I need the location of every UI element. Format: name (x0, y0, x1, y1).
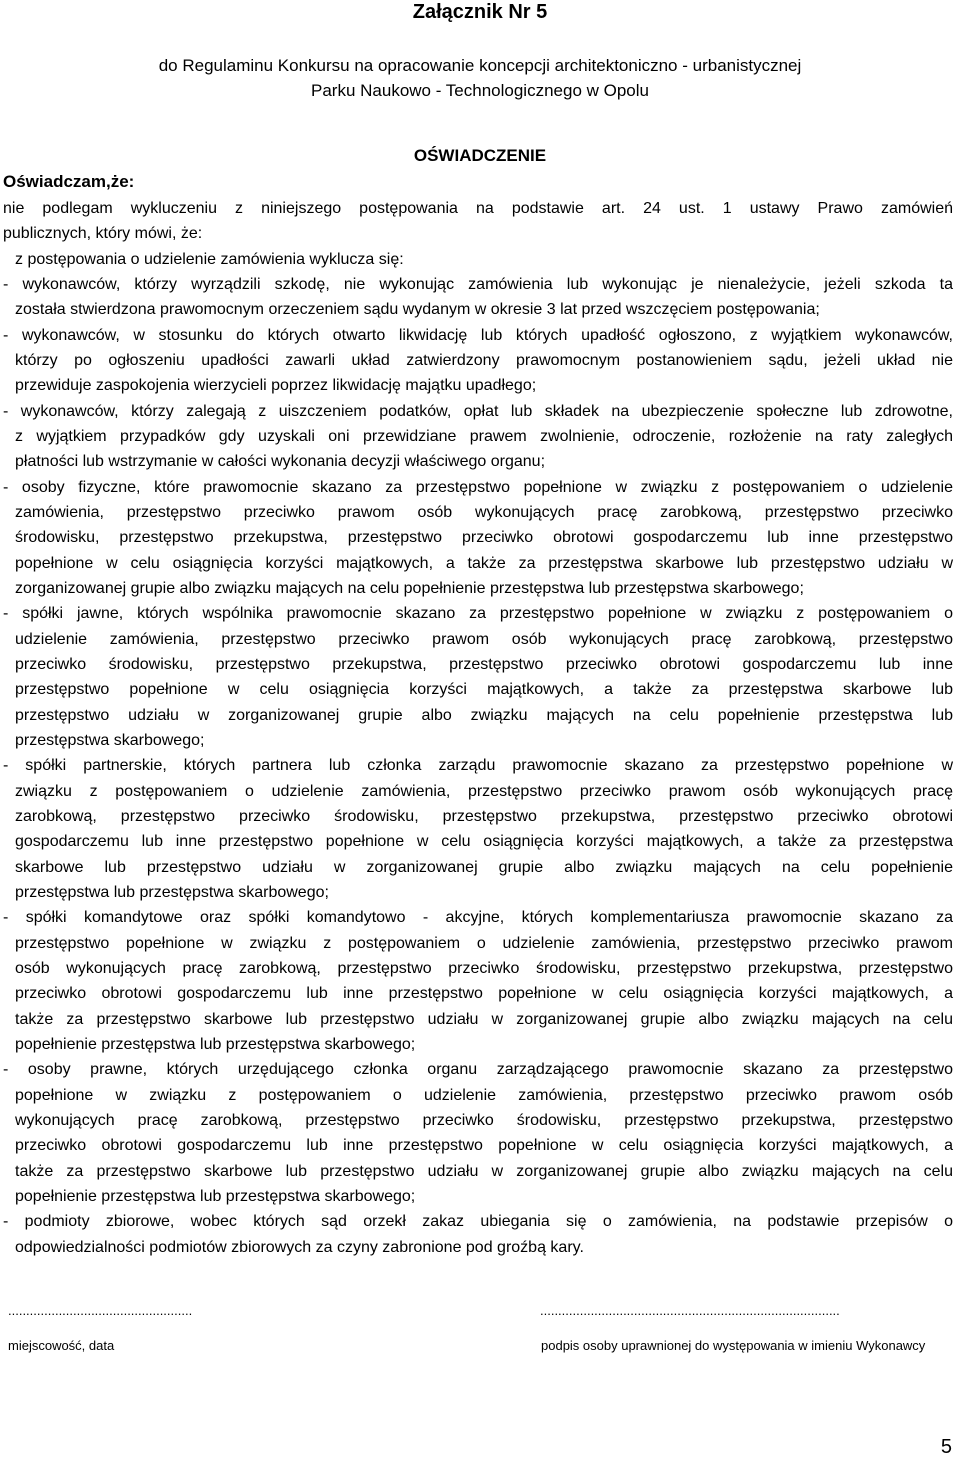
body-line: skarbowe lub przestępstwo udziału w zorganizowanej grupie albo związku mających na celu popełnienie (15, 859, 953, 876)
body-line: - podmioty zbiorowe, wobec których sąd orzekł zakaz ubiegania się o zamówienia, na podstawie przepisów o (3, 1213, 953, 1230)
body-line: przestępstwa lub przestępstwa skarbowego; (15, 884, 329, 901)
body-line: - wykonawców, którzy wyrządzili szkodę, nie wykonując zamówienia lub wykonując je nienależycie, jeżeli szkoda ta (3, 276, 953, 293)
body-line: - spółki jawne, których wspólnika prawomocnie skazano za przestępstwo popełnione w związku z postępowaniem o (3, 605, 953, 622)
body-line: - wykonawców, w stosunku do których otwarto likwidację lub których upadłość ogłoszono, z wyjątkiem wykonawców, (3, 327, 953, 344)
body-line: popełnione w celu osiągnięcia korzyści majątkowych, a także za przestępstwa skarbowe lub przestępstwo udziału w (15, 555, 953, 572)
body-line: nie podlegam wykluczeniu z niniejszego postępowania na podstawie art. 24 ust. 1 ustawy Prawo zamówień (3, 200, 953, 217)
body-line: płatności lub wstrzymanie w całości wykonania decyzji właściwego organu; (15, 453, 546, 470)
body-line: przeciwko obrotowi gospodarczemu lub inne przestępstwo popełnione w celu osiągnięcia korzyści majątkowych, a (15, 985, 953, 1002)
declaration-heading: OŚWIADCZENIE (413, 146, 547, 165)
body-line: odpowiedzialności podmiotów zbiorowych za czyny zabronione pod groźbą kary. (15, 1239, 584, 1256)
body-line: zamówienia, przestępstwo przeciwko prawom osób wykonujących pracę zarobkową, przestępstwo przeciwko (15, 504, 953, 521)
declaration-body (3, 196, 953, 1276)
body-line: - osoby fizyczne, które prawomocnie skazano za przestępstwo popełnione w związku z postępowaniem o udzielenie (3, 479, 953, 496)
body-line: popełnione w związku z postępowaniem o udzielenie zamówienia, przestępstwo przeciwko prawom osób (15, 1087, 953, 1104)
body-line: gospodarczemu lub inne przestępstwo popełnione w celu osiągnięcia korzyści majątkowych, a także za przestępstwa (15, 833, 953, 850)
body-line: osób wykonujących pracę zarobkową, przestępstwo przeciwko środowisku, przestępstwo przekupstwa, przestępstwo (15, 960, 953, 977)
signature-dotted-line: ................................................................................... (540, 1303, 840, 1318)
body-line: wykonujących pracę zarobkową, przestępstwo przeciwko środowisku, przestępstwo przekupstwa, przestępstwo (15, 1112, 953, 1129)
body-line: z postępowania o udzielenie zamówienia wyklucza się: (15, 251, 404, 268)
body-line: przeciwko środowisku, przestępstwo przekupstwa, przestępstwo przeciwko obrotowi gospodarczemu lub inne (15, 656, 953, 673)
declaration-lead: Oświadczam,że: (3, 172, 135, 191)
regulation-subtitle-line-2: Parku Naukowo - Technologicznego w Opolu (311, 81, 649, 100)
body-line: przestępstwo popełnione w celu osiągnięcia korzyści majątkowych, a także za przestępstwa skarbowe lub (15, 681, 953, 698)
body-line: - wykonawców, którzy zalegają z uiszczeniem podatków, opłat lub składek na ubezpieczenie społeczne lub zdrowotne, (3, 403, 953, 420)
body-line: także za przestępstwo skarbowe lub przestępstwo udziału w zorganizowanej grupie albo związku mających na celu (15, 1163, 953, 1180)
body-line: przestępstwo udziału w zorganizowanej grupie albo związku mających na celu popełnienie przestępstwa lub (15, 707, 953, 724)
body-line: przestępstwo popełnione w związku z postępowaniem o udzielenie zamówienia, przestępstwo przeciwko prawom (15, 935, 953, 952)
body-line: którzy po ogłoszeniu upadłości zawarli układ zatwierdzony prawomocnym postanowieniem sądu, jeżeli układ nie (15, 352, 953, 369)
body-line: została stwierdzona prawomocnym orzeczeniem sądu wydanym w okresie 3 lat przed wszczęciem postępowania; (15, 301, 820, 318)
body-line: popełnienie przestępstwa lub przestępstwa skarbowego; (15, 1188, 416, 1205)
body-line: przeciwko obrotowi gospodarczemu lub inne przestępstwo popełnione w celu osiągnięcia korzyści majątkowych, a (15, 1137, 953, 1154)
body-line: - spółki partnerskie, których partnera lub członka zarządu prawomocnie skazano za przestępstwo popełnione w (3, 757, 953, 774)
body-line: - spółki komandytowe oraz spółki komandytowo - akcyjne, których komplementariusza prawomocnie skazano za (3, 909, 953, 926)
signature-label: podpis osoby uprawnionej do występowania w imieniu Wykonawcy (541, 1338, 926, 1353)
body-line: przewiduje zaspokojenia wierzycieli poprzez likwidację majątku upadłego; (15, 377, 537, 394)
body-line: związku z postępowaniem o udzielenie zamówienia, przestępstwo przeciwko prawom osób wykonujących pracę (15, 783, 953, 800)
place-date-label: miejscowość, data (8, 1338, 115, 1353)
body-line: środowisku, przestępstwo przekupstwa, przestępstwo przeciwko obrotowi gospodarczemu lub inne przestępstwo (15, 529, 953, 546)
page-number: 5 (940, 1436, 952, 1458)
body-line: publicznych, który mówi, że: (3, 225, 203, 242)
body-line: przestępstwa skarbowego; (15, 732, 205, 749)
place-date-dotted-line: ................................................... (8, 1303, 193, 1318)
body-line: popełnienie przestępstwa lub przestępstwa skarbowego; (15, 1036, 416, 1053)
attachment-title: Załącznik Nr 5 (412, 1, 548, 23)
body-line: - osoby prawne, których urzędującego członka organu zarządzającego prawomocnie skazano za przestępstwo (3, 1061, 953, 1078)
regulation-subtitle-line-1: do Regulaminu Konkursu na opracowanie koncepcji architektoniczno - urbanistycznej (158, 56, 802, 75)
body-line: zarobkową, przestępstwo przeciwko środowisku, przestępstwo przekupstwa, przestępstwo przeciwko obrotowi (15, 808, 953, 825)
body-line: udzielenie zamówienia, przestępstwo przeciwko prawom osób wykonujących pracę zarobkową, przestępstwo (15, 631, 953, 648)
body-line: z wyjątkiem przypadków gdy uzyskali oni przewidziane prawem zwolnienie, odroczenie, rozłożenie na raty zaległych (15, 428, 953, 445)
body-line: zorganizowanej grupie albo związku mających na celu popełnienie przestępstwa lub przestępstwa skarbowego; (15, 580, 804, 597)
body-line: także za przestępstwo skarbowe lub przestępstwo udziału w zorganizowanej grupie albo związku mających na celu (15, 1011, 953, 1028)
